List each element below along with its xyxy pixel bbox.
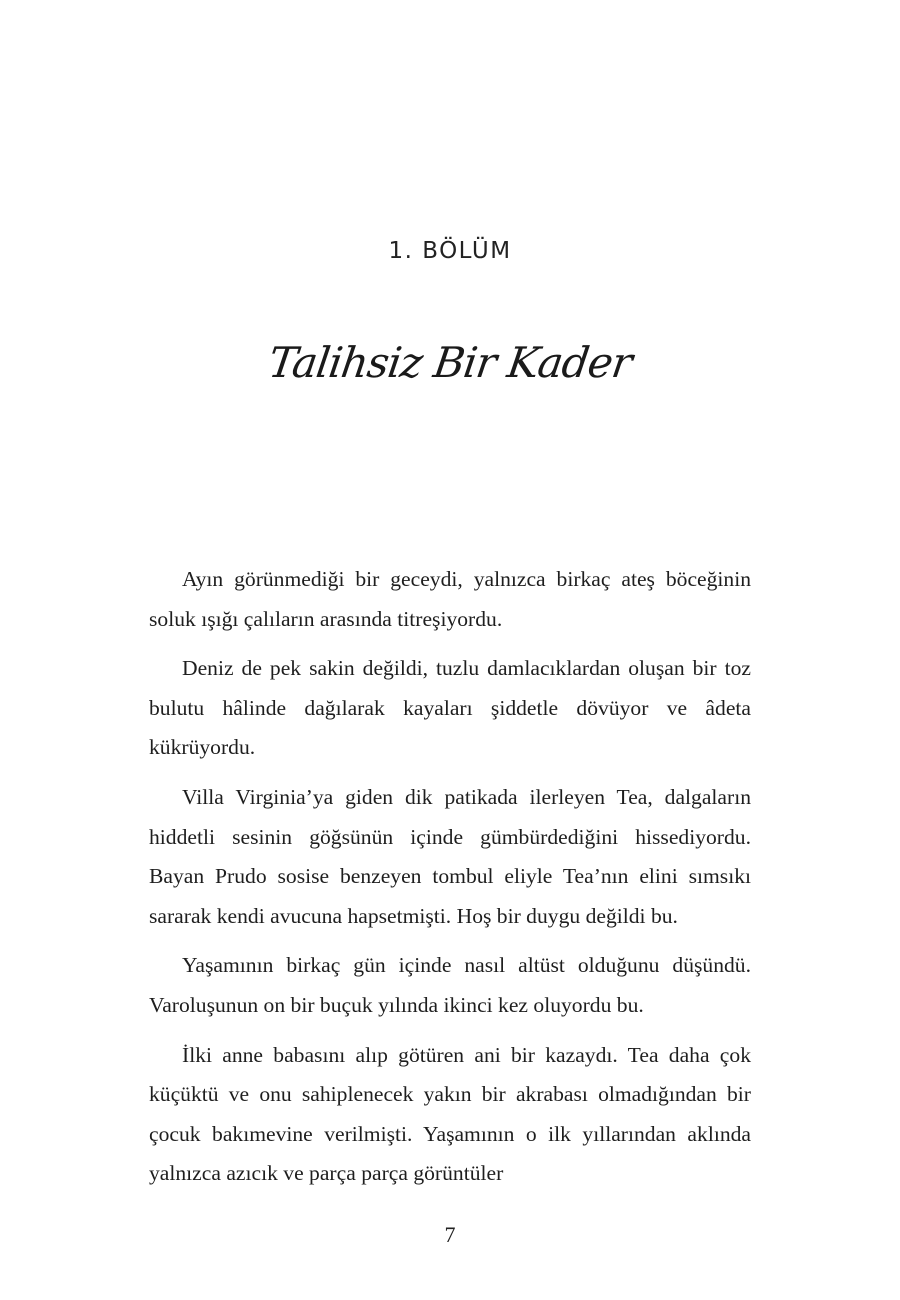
paragraph: İlki anne babasını alıp götüren ani bir kazaydı. Tea daha çok küçüktü ve onu sahiplenecek yakın bir akrabası olmadığından bir çocuk bakımevine verilmişti. Yaşamının o ilk yıllarından aklında yalnızca azıcık ve parça parça görüntüler — [149, 1042, 751, 1186]
paragraph: Yaşamının birkaç gün içinde nasıl altüst olduğunu düşündü. Varoluşunun on bir buçuk yılında ikinci kez oluyordu bu. — [149, 953, 751, 1017]
page-number: 7 — [444, 1222, 456, 1247]
chapter-number: 1. BÖLÜM — [388, 238, 512, 264]
body-text — [149, 560, 751, 1204]
paragraph: Villa Virginia’ya giden dik patikada ilerleyen Tea, dalgaların hiddetli sesinin göğsünün içinde gümbürdediğini hissediyordu. Bayan Prudo sosise benzeyen tombul eliyle Tea’nın elini sımsıkı sararak kendi avucuna hapsetmişti. Hoş bir duygu değildi bu. — [149, 784, 751, 928]
chapter-title: Talihsiz Bir Kader — [265, 338, 635, 387]
paragraph: Deniz de pek sakin değildi, tuzlu damlacıklardan oluşan bir toz bulutu hâlinde dağılarak kayaları şiddetle dövüyor ve âdeta kükrüyordu. — [149, 656, 751, 760]
paragraph: Ayın görünmediği bir geceydi, yalnızca birkaç ateş böceğinin soluk ışığı çalıların arasında titreşiyordu. — [149, 567, 751, 631]
